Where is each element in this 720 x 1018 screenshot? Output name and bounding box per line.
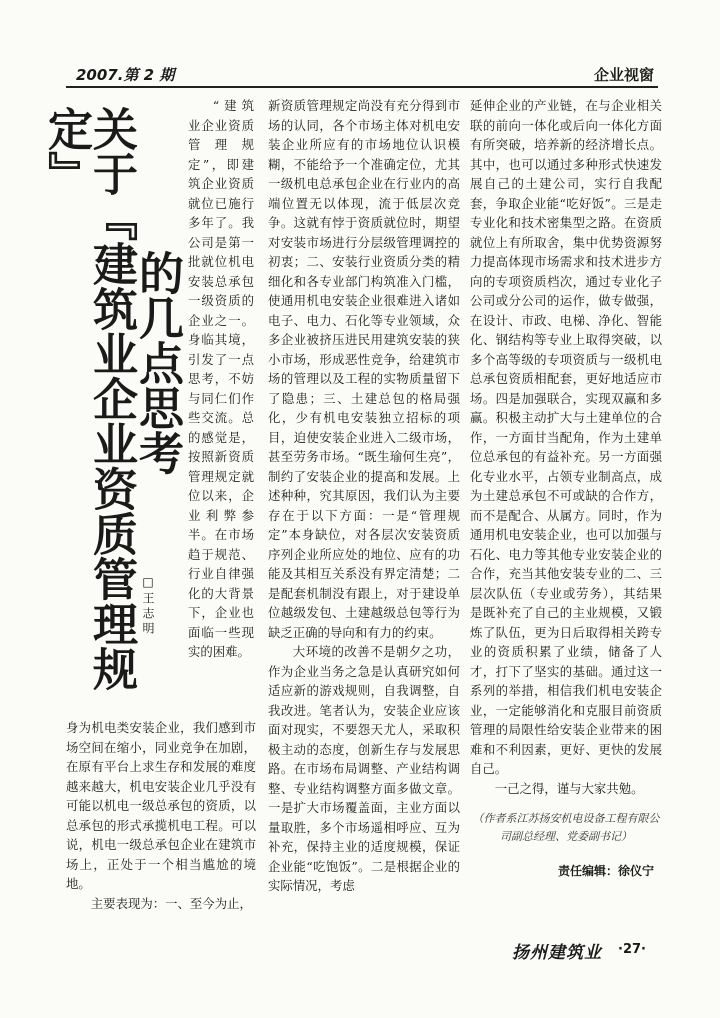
author-byline: □王志明 — [141, 575, 155, 637]
magazine-logo: 扬州建筑业 — [512, 943, 602, 963]
page-number: ·27· — [618, 942, 646, 957]
column-3 — [470, 96, 662, 806]
intro-paragraph: “建筑业企业资质管理规定”，即建筑企业资质就位已施行多年了。我公司是第一批就位机电安装总承包一级资质的企业之一。身临其境，引发了一点思考，不妨与同仁们作些交流。总的感觉是，按照新资质管理规定就位以来，企业利弊参半。在市场趋于规范、行业自律强化的大背景下，企业也面临一些现实的困难。 — [188, 98, 254, 659]
body-paragraph: 身为机电类安装企业，我们感到市场空间在缩小，同业竞争在加剧，在原有平台上求生存和发展的难度越来越大，机电安装企业几乎没有可能以机电一级总承包的资质，以总承包的形式承揽机电工程。可以说，机电一级总承包企业在建筑市场上，正处于一个相当尴尬的境地。 — [66, 720, 256, 891]
article-title: 关于『建筑业企业资质管理规定』 — [40, 106, 138, 691]
closing-line: 一己之得，谨与大家共勉。 — [494, 780, 644, 796]
column-2 — [268, 96, 460, 926]
article-subtitle: 的几点思考 — [131, 250, 184, 475]
column-1-bottom — [66, 718, 256, 928]
body-paragraph: 延伸企业的产业链，在与企业相关联的前向一体化或后向一体化方面有所突破，培养新的经济增长点。其中，也可以通过多种形式快速发展自己的土建公司，实行自我配套，争取企业能“吃好饭”。三是走专业化和技术密集型之路。在资质就位上有所取舍，集中优势资源努力提高体现市场需求和技术进步方向的专项资质档次，通过专业化子公司或分公司的运作，做专做强，在设计、市政、电梯、净化、智能化、钢结构等专业上取得突破，以多个高等级的专项资质与一级机电总承包资质相配套，更好地适应市场。四是加强联合，实现双赢和多赢。积极主动扩大与土建单位的合作，一方面甘当配角，作为土建单位总承包的有益补充。另一方面强化专业水平，占领专业制高点，成为土建总承包不可或缺的合作方，而不是配合、从属方。同时，作为通用机电安装企业，也可以加强与石化、电力等其他专业安装企业的合作，充当其他安装专业的二、三层次队伍（专业或劳务），其结果是既补充了自己的主业规模，又锻炼了队伍，更为日后取得相关跨专业的资质积累了业绩，储备了人才，打下了坚实的基础。通过这一系列的举措，相信我们机电安装企业，一定能够消化和克服目前资质管理的局限性给安装企业带来的困难和不利因素，更好、更快的发展自己。 — [470, 98, 662, 776]
intro-column — [188, 96, 254, 714]
responsible-editor: 责任编辑：徐仪宁 — [557, 864, 654, 878]
issue-label: 2007.第 2 期 — [76, 66, 175, 84]
header-divider — [66, 86, 658, 88]
author-note: （作者系江苏扬安机电设备工程有限公司副总经理、党委副书记） — [472, 812, 660, 843]
body-paragraph: 新资质管理规定尚没有充分得到市场的认同，各个市场主体对机电安装企业所应有的市场地位认识模糊，不能给予一个准确定位，尤其一级机电总承包企业在行业内的高端位置无以体现，流于低层次竞争。这就有悖于资质就位时，期望对安装市场进行分层级管理调控的初衷；二、安装行业资质分类的精细化和各专业部门构筑准入门槛，使通用机电安装企业很难进入诸如电子、电力、石化等专业领域，众多企业被挤压进民用建筑安装的狭小市场，形成恶性竞争，给建筑市场的管理以及工程的实物质量留下了隐患；三、土建总包的格局强化，少有机电安装独立招标的项目，迫使安装企业进入二级市场，甚至劳务市场。“既生瑜何生亮”，制约了安装企业的提高和发展。上述种种，究其原因，我们认为主要存在于以下方面：一是“管理规定”本身缺位，对各层次安装资质序列企业所应处的地位、应有的功能及其相互关系没有界定清楚；二是配套机制没有跟上，对于建设单位越级发包、土建越级总包等行为缺乏正确的导向和有力的约束。 — [268, 98, 460, 640]
body-paragraph: 大环境的改善不是朝夕之功，作为企业当务之急是认真研究如何适应新的游戏规则，自我调整，自我改进。笔者认为，安装企业应该面对现实，不要怨天尤人，采取积极主动的态度，创新生存与发展思路。在市场布局调整、产业结构调整、专业结构调整方面多做文章。一是扩大市场覆盖面，主业方面以量取胜，多个市场遥相呼应、互为补充，保持主业的适度规模，保证企业能“吃饱饭”。二是根据企业的实际情况，考虑 — [268, 644, 460, 893]
body-paragraph: 主要表现为：一、至今为止， — [90, 895, 252, 911]
section-label: 企业视窗 — [593, 66, 654, 84]
